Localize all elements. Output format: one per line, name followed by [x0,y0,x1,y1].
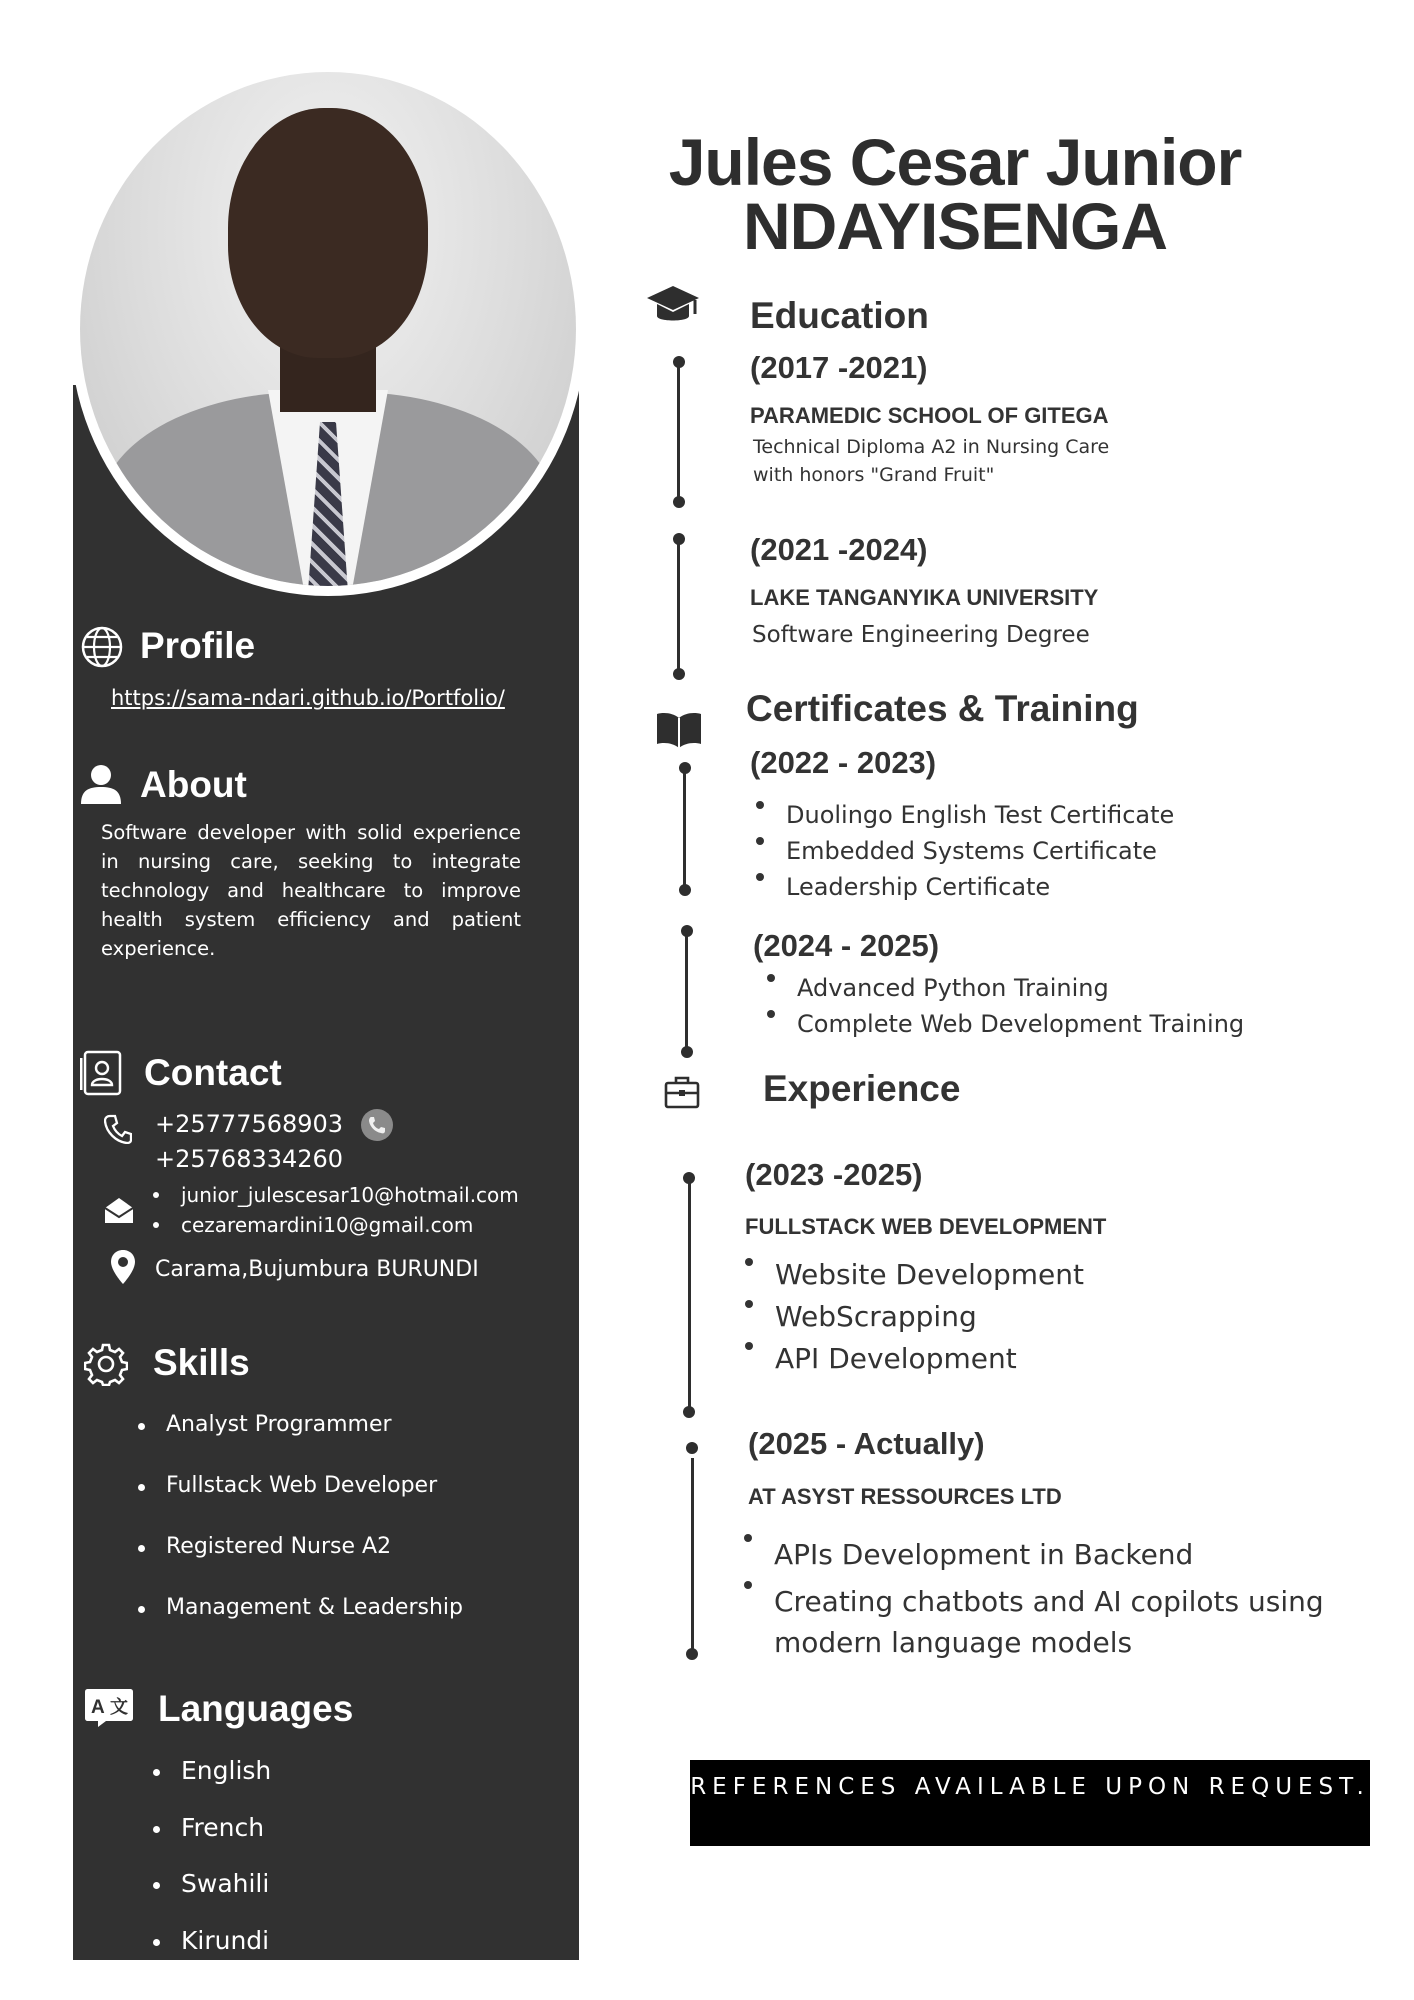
references-banner: REFERENCES AVAILABLE UPON REQUEST. [690,1760,1370,1846]
graduation-cap-icon [646,284,700,328]
phone-icon [104,1114,132,1144]
education-period-2: (2021 -2024) [750,532,928,567]
list-item: Management & Leadership [138,1595,463,1656]
timeline-line [691,1458,694,1654]
timeline-line [685,931,688,1051]
name-line-2: NDAYISENGA [743,189,1167,263]
about-heading: About [140,764,247,805]
list-item: Complete Web Development Training [767,1010,1244,1046]
timeline-line [683,768,686,888]
timeline-line [688,1178,691,1412]
certificates-period-1: (2022 - 2023) [750,745,937,780]
timeline-dot [683,1406,695,1418]
languages-heading: Languages [158,1688,354,1729]
experience-org-1: FULLSTACK WEB DEVELOPMENT [745,1214,1107,1239]
list-item: Fullstack Web Developer [138,1473,463,1534]
svg-text:文: 文 [110,1697,128,1718]
about-text: Software developer with solid experience in nursing care, seeking to integrate technology and healthcare to improve health system efficiency and patient experience. [101,821,521,960]
email-item[interactable] [153,1213,519,1243]
list-item: Kirundi [153,1926,271,1983]
list-item: APIs Development in Backend [744,1534,1324,1575]
list-item: Advanced Python Training [767,974,1244,1010]
timeline-dot [681,1046,693,1058]
education-detail-1a: Technical Diploma A2 in Nursing Care [753,436,1110,458]
open-book-icon [655,710,703,750]
timeline-dot [673,668,685,680]
profile-heading: Profile [140,625,256,666]
list-item: English [153,1756,271,1813]
education-school-1: PARAMEDIC SCHOOL OF GITEGA [750,403,1109,428]
name-line-1: Jules Cesar Junior [668,125,1242,199]
certificates-period-2: (2024 - 2025) [753,928,940,963]
education-school-2: LAKE TANGANYIKA UNIVERSITY [750,585,1099,610]
experience-list-2 [744,1534,1324,1663]
list-item: Registered Nurse A2 [138,1534,463,1595]
profile-photo [80,72,576,586]
email-list [153,1183,519,1243]
person-icon [80,763,122,805]
education-detail-2: Software Engineering Degree [752,622,1090,648]
experience-org-2: AT ASYST RESSOURCES LTD [748,1484,1062,1509]
address: Carama,Bujumbura BURUNDI [155,1257,479,1282]
mail-icon [104,1196,134,1224]
whatsapp-icon [360,1108,394,1142]
location-pin-icon [110,1249,136,1285]
experience-heading: Experience [763,1068,961,1109]
list-item: Website Development [745,1258,1084,1300]
portfolio-link[interactable]: https://sama-ndari.github.io/Portfolio/ [111,686,505,710]
phone-1: +25777568903 [155,1110,344,1138]
timeline-line [677,539,680,673]
svg-text:A: A [91,1697,105,1718]
contact-book-icon [80,1050,122,1096]
list-item: Creating chatbots and AI copilots using modern language models [744,1581,1324,1663]
timeline-dot [686,1442,698,1454]
list-item: API Development [745,1342,1084,1384]
email-text: cezaremardini10@gmail.com [181,1213,474,1237]
skills-heading: Skills [153,1342,250,1383]
education-detail-1b: with honors "Grand Fruit" [753,464,995,486]
list-item: Swahili [153,1869,271,1926]
contact-heading: Contact [144,1052,282,1093]
full-name [600,125,1310,263]
gear-icon [84,1342,128,1386]
timeline-dot [679,884,691,896]
email-item[interactable] [153,1183,519,1213]
experience-period-1: (2023 -2025) [745,1157,923,1192]
certificates-heading: Certificates & Training [746,688,1139,729]
languages-list [153,1756,271,1982]
translate-icon [84,1688,134,1728]
education-period-1: (2017 -2021) [750,350,928,385]
certificates-list-2 [767,974,1244,1046]
list-item: Analyst Programmer [138,1412,463,1473]
list-item: WebScrapping [745,1300,1084,1342]
skills-list [138,1412,463,1656]
certificates-list-1 [756,801,1174,909]
timeline-dot [686,1648,698,1660]
briefcase-icon [664,1075,700,1109]
timeline-line [677,362,680,502]
phone-2: +25768334260 [155,1145,344,1173]
experience-period-2: (2025 - Actually) [748,1426,985,1461]
globe-icon [80,625,124,669]
list-item: Leadership Certificate [756,873,1174,909]
education-heading: Education [750,295,929,336]
email-text: junior_julescesar10@hotmail.com [181,1183,519,1207]
timeline-dot [673,496,685,508]
list-item: Embedded Systems Certificate [756,837,1174,873]
list-item: Duolingo English Test Certificate [756,801,1174,837]
experience-list-1 [745,1258,1084,1384]
list-item: French [153,1813,271,1870]
